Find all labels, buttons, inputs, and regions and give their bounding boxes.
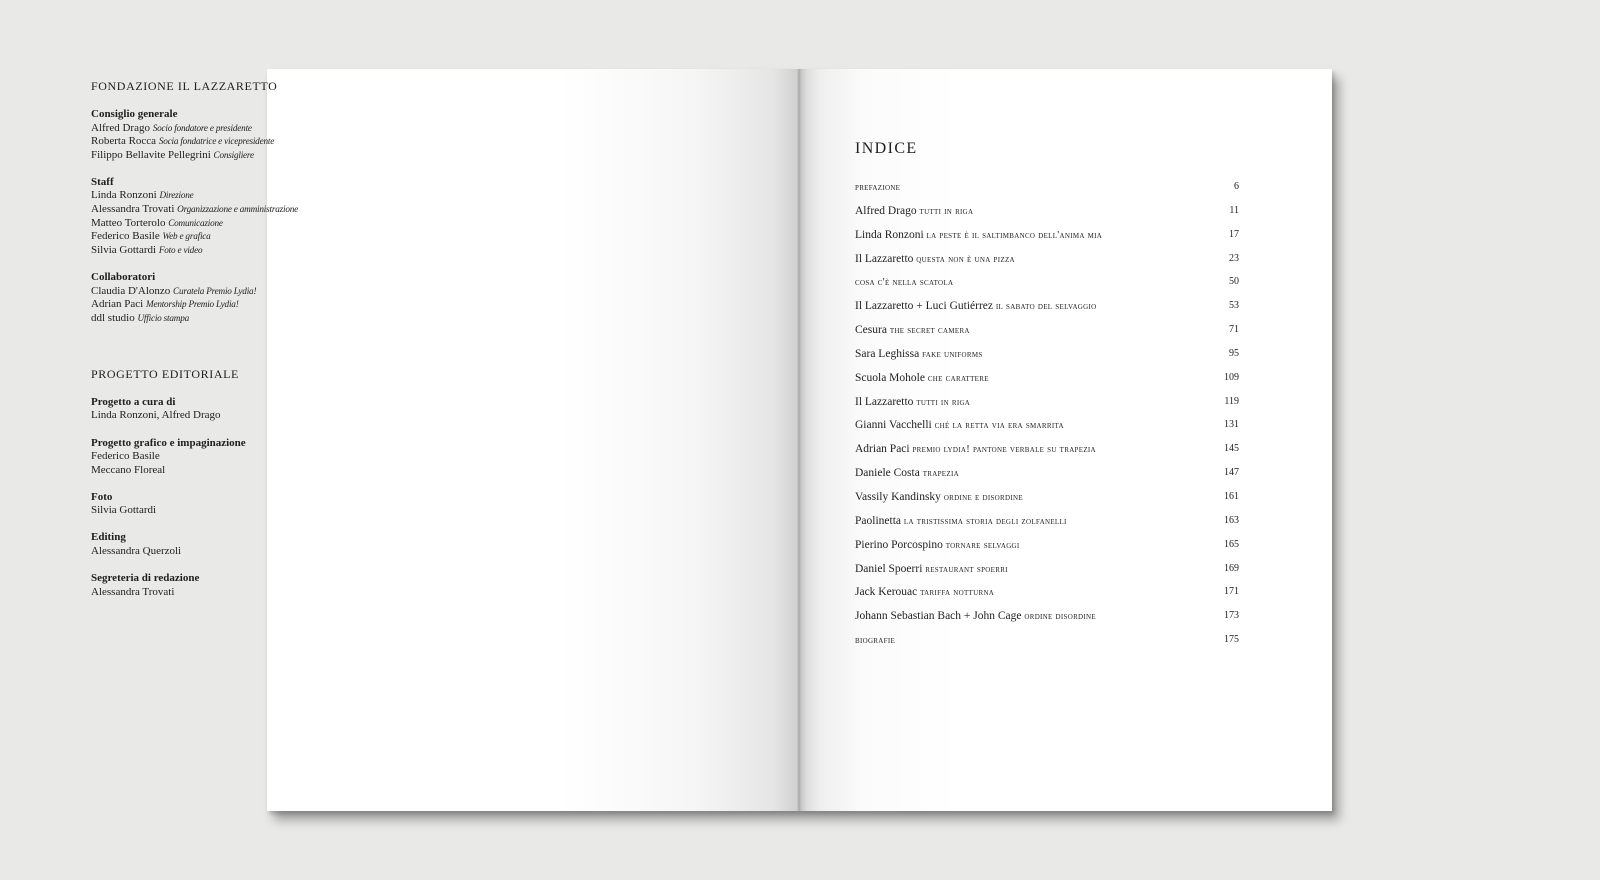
- toc-entry: [855, 253, 1239, 277]
- credits-group-title: Collaboratori: [91, 270, 156, 283]
- toc-page-number: 173: [1224, 610, 1239, 622]
- toc-page-number: 169: [1224, 562, 1239, 574]
- person-role: Direzione: [159, 190, 194, 201]
- toc-entry: [855, 229, 1239, 253]
- toc-author: Paolinetta: [855, 514, 901, 527]
- toc-page-number: 6: [1234, 181, 1239, 192]
- toc-entry: [855, 300, 1239, 324]
- toc-title: tutti in riga: [919, 205, 974, 217]
- toc-title: tariffa notturna: [920, 587, 995, 599]
- toc-title: ordine disordine: [1024, 611, 1096, 623]
- toc-author: Scuola Mohole: [855, 371, 925, 384]
- toc-entry: [855, 372, 1239, 396]
- book-gutter: [797, 69, 801, 811]
- toc-page-number: 71: [1229, 324, 1239, 336]
- section-spacer: [91, 339, 511, 367]
- index-title: INDICE: [855, 140, 918, 157]
- toc-entry: [855, 396, 1239, 420]
- toc-title: la tristissima storia degli zolfanelli: [903, 515, 1067, 527]
- toc-entry: [855, 515, 1239, 539]
- credits-section-title: PROGETTO EDITORIALE: [91, 366, 239, 381]
- toc-author: Pierino Porcospino: [855, 538, 943, 551]
- toc-title: prefazione: [855, 182, 901, 193]
- toc-page-number: 175: [1224, 634, 1239, 646]
- credits-group-title: Consiglio generale: [91, 108, 178, 120]
- toc-entry: [855, 324, 1239, 348]
- toc-page-number: 163: [1224, 514, 1239, 526]
- credits-group-title: Progetto a cura di: [91, 395, 176, 408]
- toc-page-number: 17: [1229, 228, 1239, 240]
- credits-line: [91, 122, 511, 136]
- toc-author: Cesura: [855, 324, 887, 337]
- person-name: Alessandra Querzoli: [91, 545, 182, 558]
- credits-line: [91, 298, 511, 312]
- toc-entry: [855, 563, 1239, 587]
- toc-author: Il Lazzaretto: [855, 395, 914, 408]
- toc-title: ché la retta via era smarrita: [934, 420, 1064, 432]
- credits-group: [91, 531, 511, 558]
- toc-page-number: 147: [1224, 467, 1239, 479]
- credits-group: [91, 396, 511, 423]
- toc-author: Il Lazzaretto: [855, 252, 914, 265]
- credits-line: [91, 230, 511, 244]
- toc-page-number: 11: [1229, 204, 1239, 216]
- toc-entry: [855, 205, 1239, 229]
- toc-title: ordine e disordine: [943, 491, 1023, 503]
- toc-author: Johann Sebastian Bach + John Cage: [855, 610, 1022, 623]
- toc-entry: [855, 491, 1239, 515]
- toc-author: Jack Kerouac: [855, 586, 918, 599]
- toc-entry: [855, 634, 1239, 658]
- toc-author: Linda Ronzoni: [855, 228, 924, 241]
- toc-entry: [855, 443, 1239, 467]
- toc-title: questa non è una pizza: [916, 253, 1015, 265]
- toc-title: restaurant spoerri: [925, 563, 1008, 575]
- toc-page-number: 23: [1229, 252, 1239, 264]
- toc-title: tornare selvaggi: [945, 539, 1020, 551]
- person-name: ddl studio: [91, 311, 135, 324]
- person-name: Filippo Bellavite Pellegrini: [91, 148, 211, 161]
- person-name: Federico Basile: [91, 230, 160, 243]
- credits-line: [91, 409, 511, 423]
- credits-group: [91, 108, 511, 162]
- toc-entry: [855, 419, 1239, 443]
- credits-line: [91, 149, 511, 163]
- credits-group-title: Segreteria di redazione: [91, 572, 200, 585]
- toc-author: Alfred Drago: [855, 204, 917, 217]
- table-of-contents: [855, 140, 1239, 658]
- credits-line: [91, 135, 511, 149]
- person-role: Ufficio stampa: [137, 312, 190, 323]
- person-role: Foto e video: [158, 244, 203, 255]
- credits-line: [91, 217, 511, 231]
- person-role: Comunicazione: [168, 217, 223, 228]
- person-role: Organizzazione e amministrazione: [177, 204, 299, 215]
- person-name: Matteo Torterolo: [91, 216, 166, 229]
- credits-line: [91, 586, 511, 600]
- person-name: Roberta Rocca: [91, 135, 157, 148]
- toc-page-number: 95: [1229, 347, 1239, 359]
- credits-group-title: Staff: [91, 175, 114, 188]
- toc-page-number: 145: [1224, 443, 1239, 455]
- credits-line: [91, 504, 511, 518]
- toc-page-number: 165: [1224, 538, 1239, 550]
- toc-author: Sara Leghissa: [855, 347, 920, 360]
- toc-title: the secret camera: [889, 325, 970, 337]
- person-name: Silvia Gottardi: [91, 243, 157, 256]
- credits-line: [91, 545, 511, 559]
- credits-line: [91, 189, 511, 203]
- toc-entry: [855, 610, 1239, 634]
- toc-entry: [855, 348, 1239, 372]
- toc-entry: [855, 276, 1239, 300]
- credits-line: [91, 312, 511, 326]
- credits-group-title: Editing: [91, 531, 126, 544]
- person-name: Adrian Paci: [91, 298, 144, 311]
- person-role: Consigliere: [213, 149, 254, 160]
- toc-entry: [855, 181, 1239, 205]
- toc-author: Gianni Vacchelli: [855, 419, 932, 432]
- toc-title: la peste è il saltimbanco dell'anima mia: [926, 229, 1103, 241]
- toc-page-number: 109: [1224, 371, 1239, 383]
- person-name: Linda Ronzoni, Alfred Drago: [91, 409, 221, 422]
- person-role: Socio fondatore e presidente: [152, 122, 252, 133]
- credits-line: [91, 450, 511, 464]
- toc-author: Daniel Spoerri: [855, 562, 923, 575]
- credits-group-title: Progetto grafico e impaginazione: [91, 436, 246, 449]
- toc-title: tutti in riga: [916, 396, 971, 408]
- credits-line: [91, 464, 511, 478]
- person-role: Mentorship Premio Lydia!: [145, 299, 239, 310]
- toc-author: Daniele Costa: [855, 467, 920, 480]
- credits-line: [91, 244, 511, 258]
- credits-group: [91, 271, 511, 325]
- person-role: Web e grafica: [162, 231, 211, 242]
- toc-title: premio lydia! pantone verbale su trapezia: [912, 444, 1096, 456]
- credits-line: [91, 285, 511, 299]
- credits-group: [91, 176, 511, 258]
- toc-list: [855, 181, 1239, 658]
- toc-author: Il Lazzaretto + Luci Gutiérrez: [855, 300, 994, 313]
- person-name: Meccano Floreal: [91, 463, 166, 476]
- toc-entry: [855, 586, 1239, 610]
- person-name: Federico Basile: [91, 450, 160, 463]
- person-name: Linda Ronzoni: [91, 189, 157, 202]
- toc-page-number: 131: [1224, 419, 1239, 431]
- credits-line: [91, 203, 511, 217]
- person-name: Claudia D'Alonzo: [91, 284, 171, 297]
- person-name: Alessandra Trovati: [91, 585, 175, 598]
- credits-group-title: Foto: [91, 490, 113, 503]
- toc-title: fake uniforms: [922, 348, 983, 360]
- toc-author: Vassily Kandinsky: [855, 490, 941, 503]
- credits-section-title: FONDAZIONE IL LAZZARETTO: [91, 79, 278, 93]
- toc-page-number: 171: [1224, 586, 1239, 598]
- toc-title: cosa c'è nella scatola: [855, 277, 954, 289]
- person-name: Silvia Gottardi: [91, 504, 157, 517]
- toc-page-number: 161: [1224, 490, 1239, 502]
- toc-title: trapezia: [922, 468, 959, 480]
- toc-title: biografie: [855, 635, 896, 647]
- toc-author: Adrian Paci: [855, 443, 910, 456]
- toc-title: che carattere: [927, 372, 989, 384]
- person-name: Alfred Drago: [91, 121, 150, 134]
- credits-group: [91, 572, 511, 599]
- person-name: Alessandra Trovati: [91, 203, 175, 216]
- toc-page-number: 50: [1229, 276, 1239, 288]
- person-role: Socia fondatrice e vicepresidente: [158, 136, 275, 147]
- credits-group: [91, 491, 511, 518]
- person-role: Curatela Premio Lydia!: [173, 285, 257, 296]
- toc-entry: [855, 467, 1239, 491]
- toc-title: il sabato del selvaggio: [995, 301, 1097, 313]
- toc-page-number: 119: [1224, 395, 1239, 407]
- toc-entry: [855, 539, 1239, 563]
- toc-page-number: 53: [1229, 300, 1239, 312]
- credits-group: [91, 437, 511, 478]
- credits-colophon: [91, 79, 511, 613]
